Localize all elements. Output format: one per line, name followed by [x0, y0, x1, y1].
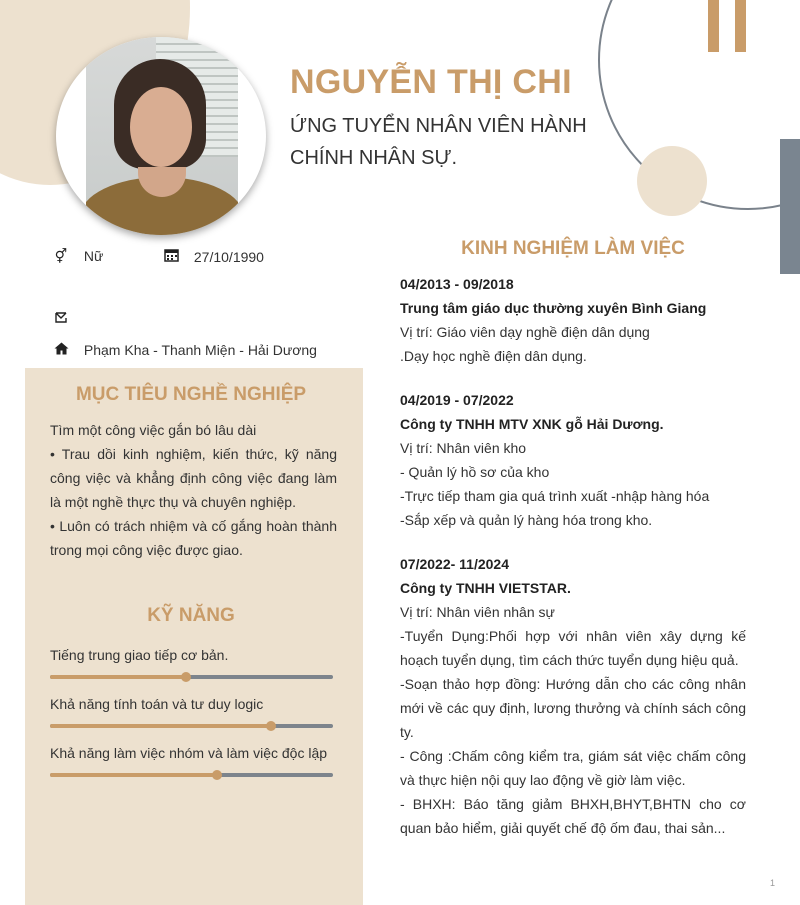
skill-bar-knob [181, 672, 191, 682]
decor-dot [637, 146, 707, 216]
page-mark: 1 [770, 878, 776, 888]
experience-line: -Sắp xếp và quản lý hàng hóa trong kho. [400, 512, 653, 528]
experience-line: Vị trí: Nhân viên kho [400, 440, 527, 456]
experience-item [400, 552, 746, 840]
decor-side-tab [780, 139, 800, 274]
objective-line: • Luôn có trách nhiệm và cố gắng hoàn thành trong mọi công việc được giao. [50, 518, 337, 558]
skill-label: Tiếng trung giao tiếp cơ bản. [50, 647, 229, 663]
gender-icon: ⚥ [54, 248, 68, 264]
experience-company: Công ty TNHH MTV XNK gỗ Hải Dương. [400, 416, 664, 432]
experience-line: - BHXH: Báo tăng giảm BHXH,BHYT,BHTN cho cơ quan bảo hiểm, giải quyết chế độ ốm đau, thai sản... [400, 796, 746, 836]
experience-line: Vị trí: Giáo viên dạy nghề điện dân dụng [400, 324, 650, 340]
experience-item [400, 272, 746, 368]
email-row [52, 310, 80, 326]
objective-line: Tìm một công việc gắn bó lâu dài [50, 422, 257, 438]
experience-line: -Trực tiếp tham gia quá trình xuất -nhập hàng hóa [400, 488, 710, 504]
skill-bar-knob [266, 721, 276, 731]
experience-period: 04/2013 - 09/2018 [400, 276, 514, 292]
address-value: Phạm Kha - Thanh Miện - Hải Dương [83, 342, 317, 358]
experience-line: -Soạn thảo hợp đồng: Hướng dẫn cho các công nhân mới về các quy định, lương thưởng và chính sách công ty. [400, 676, 746, 740]
email-icon [52, 310, 70, 326]
birthdate-row [162, 248, 264, 265]
skill-bar-knob [212, 770, 222, 780]
skill-bar-fill [50, 724, 271, 728]
skill-label: Khả năng tính toán và tư duy logic [50, 696, 264, 712]
profile-photo [86, 37, 238, 235]
skill-bar-fill [50, 675, 186, 679]
experience-line: - Quản lý hồ sơ của kho [400, 464, 550, 480]
experience-period: 04/2019 - 07/2022 [400, 392, 514, 408]
experience-company: Trung tâm giáo dục thường xuyên Bình Giang [400, 300, 707, 316]
calendar-icon [162, 248, 180, 265]
skill-bar [50, 724, 333, 728]
objective-title: MỤC TIÊU NGHỀ NGHIỆP [75, 384, 307, 405]
decor-bar [735, 0, 746, 52]
avatar [56, 37, 266, 235]
gender-row [52, 248, 103, 265]
experience-company: Công ty TNHH VIETSTAR. [400, 580, 571, 596]
skill-bar [50, 675, 333, 679]
objective-line: • Trau dồi kinh nghiệm, kiến thức, kỹ năng công việc và khẳng định công việc đang làm là một nghề thực thụ và chuyên nghiệp. [50, 446, 337, 510]
experience-item [400, 388, 746, 532]
home-icon [52, 342, 70, 358]
experience-line: .Dạy học nghề điện dân dụng. [400, 348, 587, 364]
decor-bar [708, 0, 719, 52]
experience-line: -Tuyển Dụng:Phối hợp với nhân viên xây dựng kế hoạch tuyển dụng, tìm cách thức tuyển dụng hiệu quả. [400, 628, 746, 668]
objective-text [50, 418, 337, 562]
skill-label: Khả năng làm việc nhóm và làm việc độc lập [50, 745, 328, 761]
skills-title: KỸ NĂNG [147, 605, 235, 626]
job-title: ỨNG TUYỂN NHÂN VIÊN HÀNH CHÍNH NHÂN SỰ. [290, 115, 587, 169]
birthdate-value: 27/10/1990 [193, 249, 264, 265]
experience-period: 07/2022- 11/2024 [400, 556, 509, 572]
gender-value: Nữ [83, 248, 104, 264]
experience-line: Vị trí: Nhân viên nhân sự [400, 604, 555, 620]
skill-bar [50, 773, 333, 777]
candidate-name: NGUYỄN THỊ CHI [290, 63, 572, 101]
address-row [52, 342, 317, 358]
experience-line: - Công :Chấm công kiểm tra, giám sát việc chấm công và thực hiện nội quy lao động về giờ làm việc. [400, 748, 746, 788]
experience-title: KINH NGHIỆM LÀM VIỆC [461, 238, 685, 259]
skill-bar-fill [50, 773, 217, 777]
